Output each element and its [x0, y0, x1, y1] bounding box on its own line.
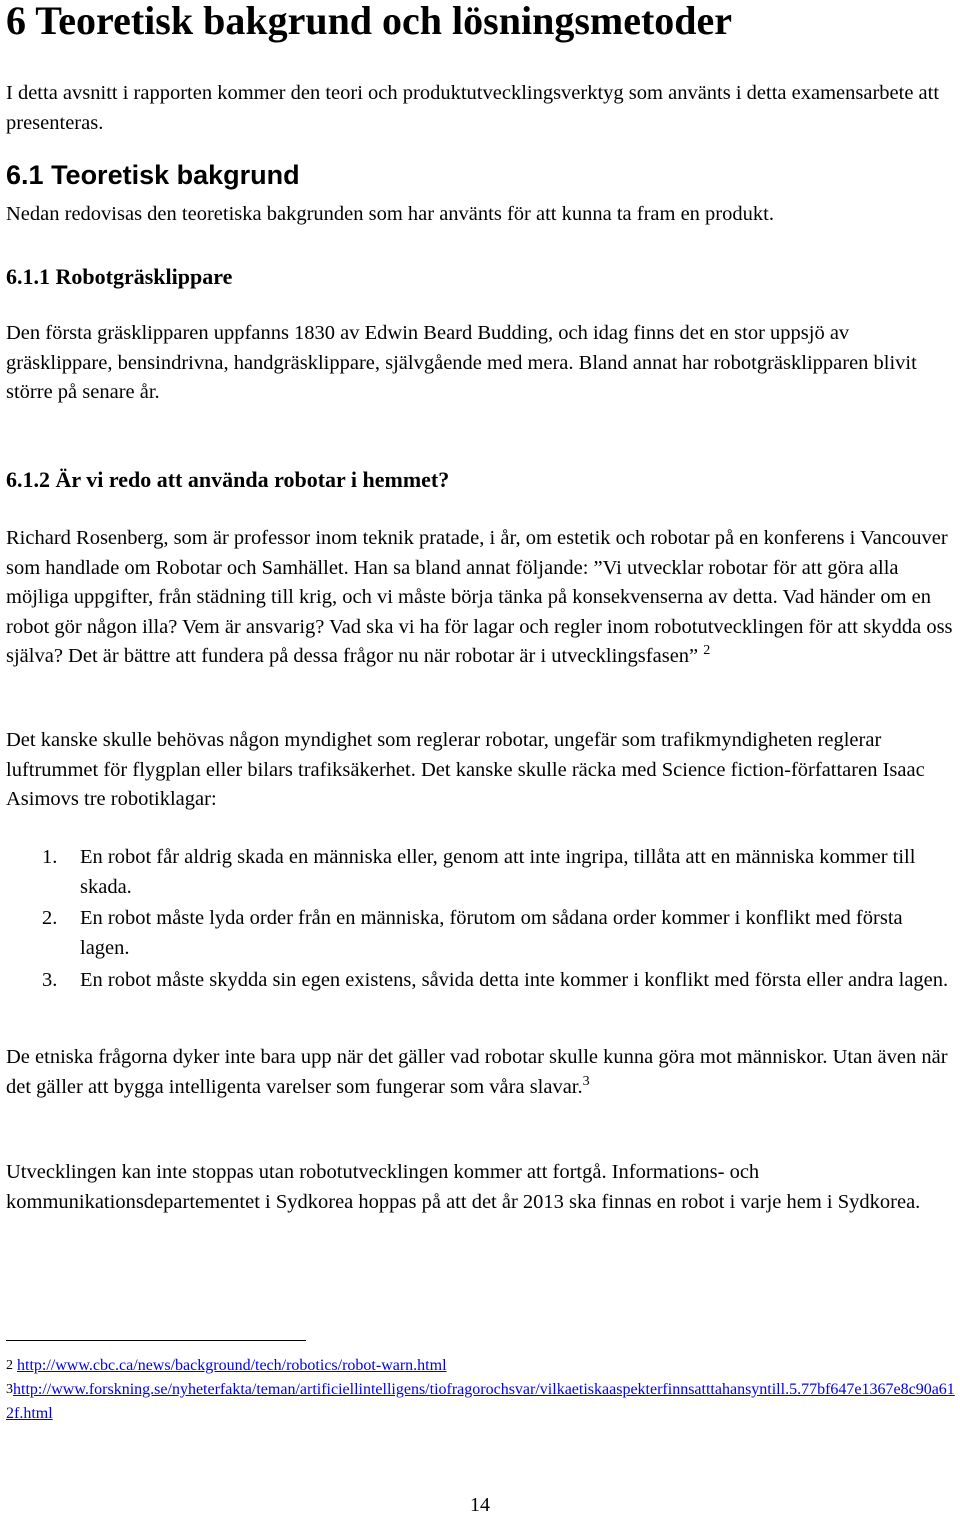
paragraph-text: De etniska frågorna dyker inte bara upp när det gäller vad robotar skulle kunna göra mot människor. Utan även när det gäller att bygga intelligenta varelser som fungerar som våra slavar. — [6, 1046, 948, 1098]
footnote-link[interactable]: http://www.forskning.se/nyheterfakta/teman/artificiellintelligens/tiofragorochsvar/vilkaetiskaaspekterfinnsatttahansyntill.5.77bf647e1367e8c90a612f.html — [6, 1381, 955, 1422]
list-item-number: 1. — [42, 846, 58, 868]
paragraph-rosenberg — [6, 524, 956, 672]
subsection-number: 6.1.2 — [6, 467, 50, 492]
page-number: 14 — [470, 1494, 490, 1516]
footnote-number: 2 — [6, 1358, 13, 1373]
footnote-reference[interactable]: 3 — [582, 1073, 590, 1089]
footnote — [6, 1378, 958, 1426]
paragraph-text: Richard Rosenberg, som är professor inom teknik pratade, i år, om estetik och robotar på en konferens i Vancouver som handlade om Robotar och Samhället. Han sa bland annat följande: ”Vi utvecklar robotar för att göra alla möjliga uppgifter, från städning till krig, och vi måste börja tänka på konsekvenserna av detta. Vad händer om en robot gör någon illa? Vem är ansvarig? Vad ska vi ha för lagar och regler inom robotutvecklingen för att skydda oss själva? Det är bättre att fundera på dessa frågor nu när robotar är i utvecklingsfasen” — [6, 527, 953, 667]
list-item-text: En robot måste lyda order från en människa, förutom om sådana order kommer i konflikt med första lagen. — [80, 907, 903, 959]
paragraph-robotgrasklippare: Den första gräsklipparen uppfanns 1830 av Edwin Beard Budding, och idag finns det en stor uppsjö av gräsklippare, bensindrivna, handgräsklippare, självgående med mera. Bland annat har robotgräsklipparen blivit större på senare år. — [6, 322, 917, 403]
subsection-heading-2 — [6, 465, 956, 495]
footnote-reference[interactable]: 2 — [703, 643, 711, 658]
paragraph-etiska-fragor — [6, 1043, 956, 1102]
section-heading — [6, 155, 956, 195]
footnote-number: 3 — [6, 1382, 13, 1397]
footnote-divider — [6, 1340, 306, 1341]
subsection-number: 6.1.1 — [6, 264, 50, 289]
chapter-heading: 6 Teoretisk bakgrund och lösningsmetoder — [6, 0, 733, 43]
subsection-heading-1 — [6, 262, 956, 292]
paragraph-myndighet: Det kanske skulle behövas någon myndighet som reglerar robotar, ungefär som trafikmyndigheten reglerar luftrummet för flygplan eller bilars trafiksäkerhet. Det kanske skulle räcka med Science fiction-författaren Isaac Asimovs tre robotiklagar: — [6, 729, 925, 810]
list-item-text: En robot måste skydda sin egen existens, såvida detta inte kommer i konflikt med första eller andra lagen. — [80, 969, 949, 991]
list-item-text: En robot får aldrig skada en människa eller, genom att inte ingripa, tillåta att en människa kommer till skada. — [80, 846, 916, 898]
subsection-title: Robotgräsklippare — [55, 264, 233, 289]
section-intro: Nedan redovisas den teoretiska bakgrunden som har använts för att kunna ta fram en produkt. — [6, 203, 774, 225]
section-title: Teoretisk bakgrund — [51, 160, 300, 190]
footnote-link[interactable]: http://www.cbc.ca/news/background/tech/robotics/robot-warn.html — [17, 1357, 447, 1374]
subsection-title: Är vi redo att använda robotar i hemmet? — [55, 467, 450, 492]
paragraph-sydkorea: Utvecklingen kan inte stoppas utan robotutvecklingen kommer att fortgå. Informations- och kommunikationsdepartementet i Sydkorea hoppas på att det år 2013 ska finnas en robot i varje hem i Sydkorea. — [6, 1161, 921, 1213]
chapter-intro: I detta avsnitt i rapporten kommer den teori och produktutvecklingsverktyg som använts i detta examensarbete att presenteras. — [6, 82, 940, 134]
footnote — [6, 1354, 958, 1378]
section-number: 6.1 — [6, 160, 44, 190]
list-item-number: 2. — [42, 907, 58, 929]
list-item-number: 3. — [42, 969, 58, 991]
